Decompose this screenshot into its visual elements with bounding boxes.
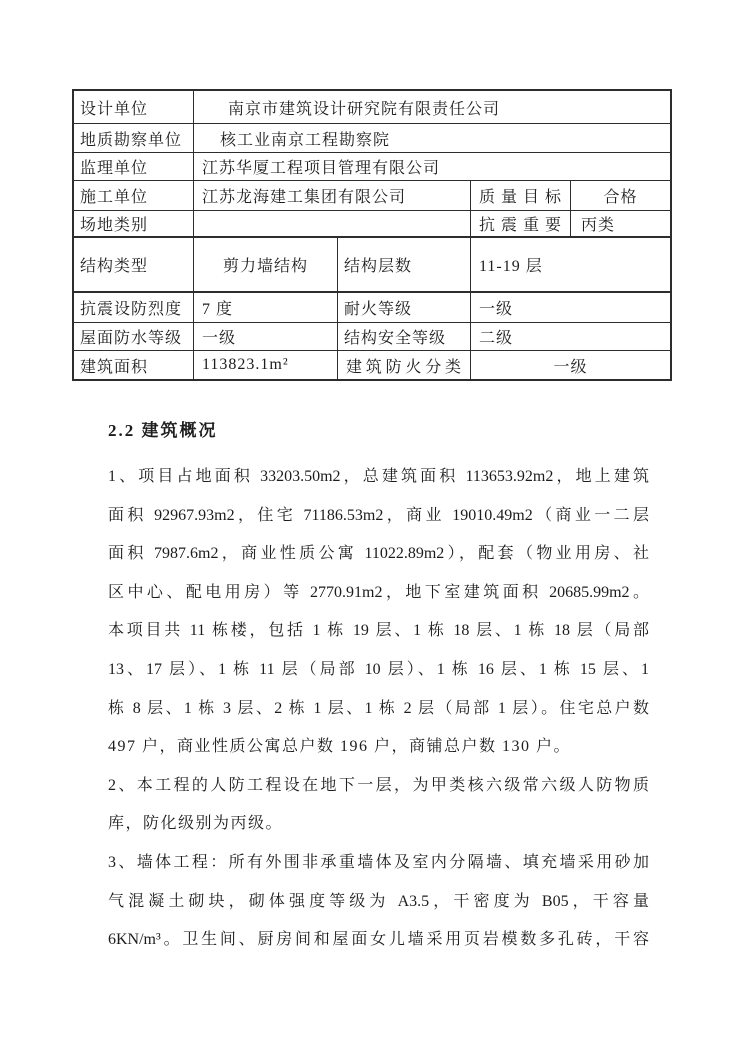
table-row [74, 91, 670, 124]
cell-value: 合格 [603, 189, 638, 206]
cell-label: 地质勘察单位 [74, 124, 194, 152]
cell-label: 设计单位 [74, 91, 194, 123]
text-line: 面积 92967.93m2，住宅 71186.53m2，商业 19010.49m2（商业一二层 [108, 506, 649, 524]
cell-value: 二级 [479, 330, 514, 347]
cell-value: 核工业南京工程勘察院 [220, 131, 391, 149]
cell-value: 江苏华厦工程项目管理有限公司 [202, 160, 441, 177]
cell-label: 抗震设防烈度 [74, 293, 194, 322]
cell-label: 结构类型 [74, 238, 194, 291]
text-line: 2、本工程的人防工程设在地下一层，为甲类核六级常六级人防物质 [108, 776, 649, 794]
table-row [74, 124, 670, 153]
paragraph-1 [108, 458, 649, 767]
cell-value [194, 211, 471, 236]
text-line: 1、项目占地面积 33203.50m2，总建筑面积 113653.92m2，地上建筑 [108, 468, 649, 485]
table-row [74, 153, 670, 181]
text-line: 3、墙体工程：所有外围非承重墙体及室内分隔墙、填充墙采用砂加 [108, 853, 649, 871]
cell-value: 113823.1m² [194, 351, 338, 379]
cell-label: 场地类别 [74, 211, 194, 236]
cell-value: 一级 [479, 301, 514, 318]
cell-value: 一级 [553, 358, 588, 376]
cell-label: 结构层数 [338, 238, 471, 291]
text-line: 本项目共 11 栋楼，包括 1 栋 19 层、1 栋 18 层、1 栋 18 层（局部 [108, 622, 649, 640]
text-line: 气混凝土砌块，砌体强度等级为 A3.5，干密度为 B05，干容量 [108, 892, 649, 910]
cell-label: 屋面防水等级 [74, 323, 194, 350]
table-row [74, 351, 670, 379]
text-line: 13、17 层）、1 栋 11 层（局部 10 层）、1 栋 16 层、1 栋 15 层、1 [108, 660, 649, 678]
body-content [108, 420, 649, 960]
section-heading: 2.2 建筑概况 [108, 421, 218, 440]
cell-label: 建筑面积 [74, 351, 194, 379]
cell-label: 抗震重要 [471, 211, 571, 236]
cell-value: 11-19 层 [479, 258, 543, 275]
project-info-table [72, 89, 672, 381]
table-row [74, 211, 670, 238]
text-line: 栋 8 层、1 栋 3 层、2 栋 1 层、1 栋 2 层（局部 1 层）。住宅总户数 [108, 699, 649, 717]
cell-label: 建筑防火分类 [338, 351, 471, 379]
cell-value: 丙类 [581, 217, 616, 234]
cell-value: 南京市建筑设计研究院有限责任公司 [228, 100, 501, 118]
cell-value: 剪力墙结构 [194, 238, 338, 291]
table-row [74, 323, 670, 351]
paragraph-3 [108, 844, 649, 960]
cell-value: 7 度 [194, 293, 338, 322]
paragraph-2 [108, 767, 649, 844]
text-line: 497 户，商业性质公寓总户数 196 户，商铺总户数 130 户。 [108, 738, 572, 756]
cell-label: 结构安全等级 [338, 323, 471, 350]
table-row [74, 238, 670, 293]
cell-label: 耐火等级 [338, 293, 471, 322]
cell-label: 质量目标 [471, 181, 571, 210]
cell-value: 江苏龙海建工集团有限公司 [194, 181, 471, 210]
table-row [74, 293, 670, 323]
cell-label: 监理单位 [74, 153, 194, 180]
cell-label: 施工单位 [74, 181, 194, 210]
text-line: 区中心、配电用房）等 2770.91m2，地下室建筑面积 20685.99m2。 [108, 583, 649, 601]
cell-value: 一级 [194, 323, 338, 350]
text-line: 6KN/m³。卫生间、厨房间和屋面女儿墙采用页岩模数多孔砖，干容 [108, 931, 649, 949]
table-row [74, 181, 670, 211]
text-line: 面积 7987.6m2，商业性质公寓 11022.89m2），配套（物业用房、社 [108, 545, 649, 563]
text-line: 库，防化级别为丙级。 [108, 815, 284, 833]
